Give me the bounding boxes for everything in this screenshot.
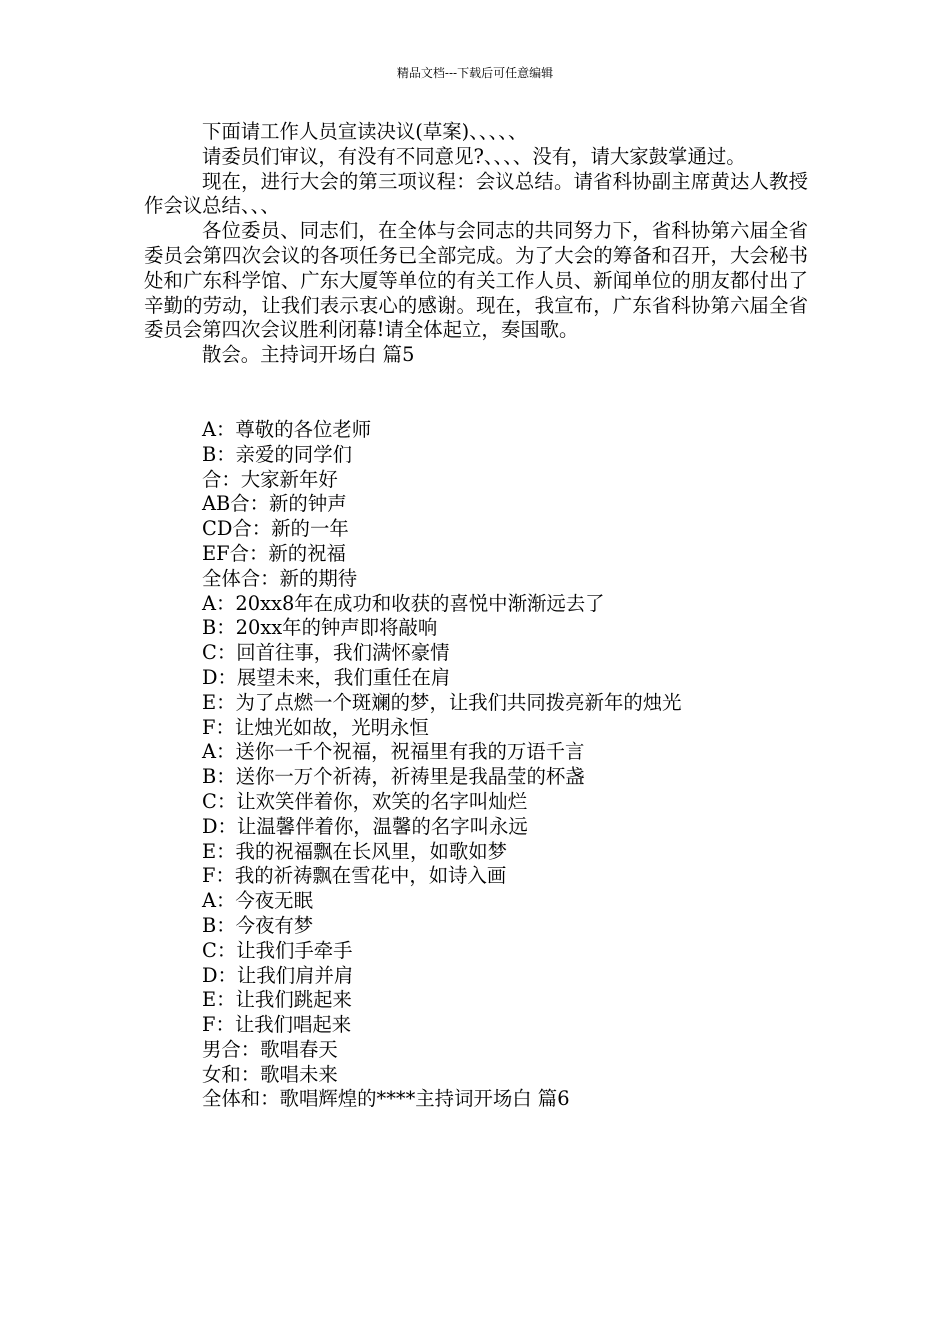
dialogue-line: C：回首往事，我们满怀豪情 (202, 641, 450, 665)
dialogue-line: EF合：新的祝福 (202, 541, 346, 565)
document-body (144, 120, 808, 1112)
dialogue-line: 合：大家新年好 (202, 467, 338, 491)
dialogue-line: F：我的祈祷飘在雪花中，如诗入画 (202, 864, 507, 888)
dialogue-line: A：今夜无眠 (202, 889, 313, 913)
dialogue-line: B：亲爱的同学们 (202, 442, 352, 466)
dialogue-line: E：为了点燃一个斑斓的梦，让我们共同拨亮新年的烛光 (202, 690, 682, 714)
dialogue-line: B：20xx年的钟声即将敲响 (202, 616, 438, 640)
dialogue-line: F：让我们唱起来 (202, 1013, 352, 1037)
dialogue-line: 男合：歌唱春天 (202, 1037, 338, 1061)
dialogue-line: D：展望未来，我们重任在肩 (202, 665, 451, 689)
page-header: 精品文档---下载后可任意编辑 (396, 66, 554, 80)
dialogue-list (144, 418, 808, 1112)
dialogue-line: C：让我们手牵手 (202, 938, 353, 962)
dialogue-line: AB合：新的钟声 (202, 492, 347, 516)
dialogue-line: F：让烛光如故，光明永恒 (202, 715, 429, 739)
dialogue-line: B：今夜有梦 (202, 913, 314, 937)
dialogue-line: CD合：新的一年 (202, 517, 349, 541)
paragraph: 请委员们审议，有没有不同意见?、、、、没有，请大家鼓掌通过。 (202, 144, 746, 168)
dialogue-line: D：让我们肩并肩 (202, 963, 354, 987)
dialogue-line: 全体和：歌唱辉煌的****主持词开场白 篇6 (202, 1087, 570, 1111)
paragraph: 散会。主持词开场白 篇5 (202, 343, 415, 367)
dialogue-line: 全体合：新的期待 (202, 566, 358, 590)
dialogue-line: E：让我们跳起来 (202, 988, 352, 1012)
dialogue-line: B：送你一万个祈祷，祈祷里是我晶莹的杯盏 (202, 765, 585, 789)
paragraph: 各位委员、同志们，在全体与会同志的共同努力下，省科协第六届全省委员会第四次会议的各项任务已全部完成。为了大会的筹备和召开，大会秘书处和广东科学馆、广东大厦等单位的有关工作人员、新闻单位的朋友都付出了辛勤的劳动，让我们表示衷心的感谢。现在，我宣布，广东省科协第六届全省委员会第四次会议胜利闭幕!请全体起立，奏国歌。 (144, 219, 808, 342)
paragraph: 现在，进行大会的第三项议程：会议总结。请省科协副主席黄达人教授作会议总结、、、 (144, 169, 808, 218)
paragraph: 下面请工作人员宣读决议(草案)、、、、、 (202, 120, 528, 143)
dialogue-line: D：让温馨伴着你，温馨的名字叫永远 (202, 814, 528, 838)
dialogue-line: C：让欢笑伴着你，欢笑的名字叫灿烂 (202, 789, 528, 813)
dialogue-line: 女和：歌唱未来 (202, 1062, 338, 1086)
dialogue-line: A：20xx8年在成功和收获的喜悦中渐渐远去了 (202, 591, 605, 615)
spacer (144, 368, 808, 418)
dialogue-line: A：尊敬的各位老师 (202, 417, 372, 441)
dialogue-line: A：送你一千个祝福，祝福里有我的万语千言 (202, 740, 585, 764)
dialogue-line: E：我的祝福飘在长风里，如歌如梦 (202, 839, 508, 863)
